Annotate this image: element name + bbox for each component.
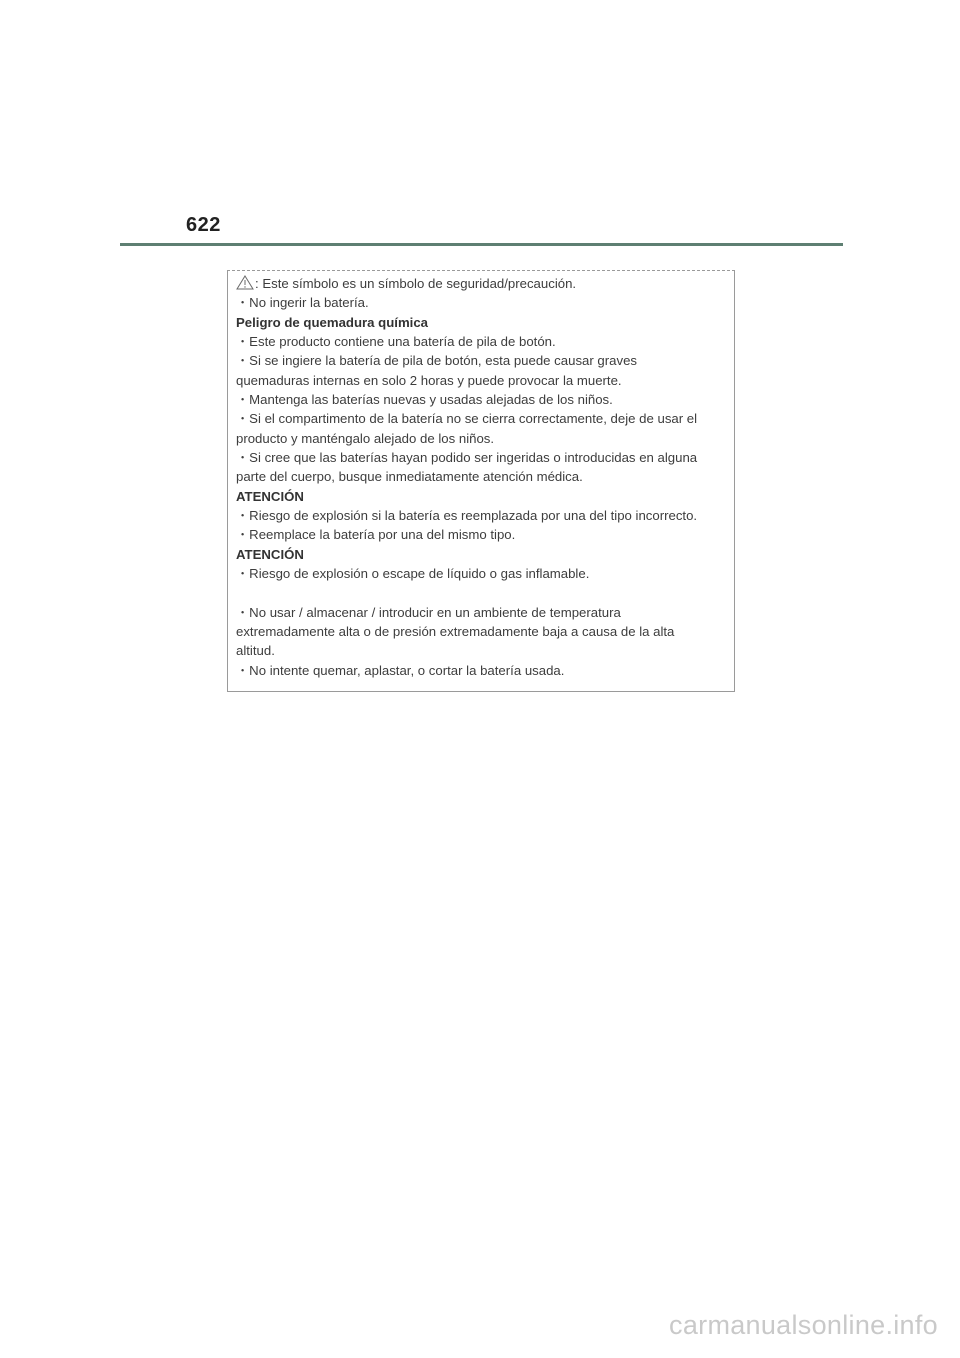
notice-line: ・No intente quemar, aplastar, o cortar la batería usada.	[236, 662, 565, 678]
safety-notice-content	[236, 274, 728, 680]
page-number: 622	[186, 214, 221, 236]
notice-line: ・Mantenga las baterías nuevas y usadas alejadas de los niños.	[236, 392, 613, 408]
header-rule	[120, 243, 843, 246]
warning-triangle-icon	[236, 275, 254, 290]
symbol-note-line	[236, 274, 728, 293]
notice-line: ・Si se ingiere la batería de pila de botón, esta puede causar graves	[236, 353, 638, 369]
notice-line: ・Este producto contiene una batería de pila de botón.	[236, 334, 556, 350]
notice-line: ・Riesgo de explosión o escape de líquido o gas inflamable.	[236, 566, 590, 582]
notice-line: quemaduras internas en solo 2 horas y puede provocar la muerte.	[236, 372, 622, 388]
footer-watermark: carmanualsonline.info	[669, 1310, 938, 1340]
notice-line: parte del cuerpo, busque inmediatamente atención médica.	[236, 469, 583, 485]
attention-heading: ATENCIÓN	[236, 488, 304, 504]
notice-line: altitud.	[236, 643, 275, 659]
symbol-note-text: : Este símbolo es un símbolo de seguridad/precaución.	[255, 276, 577, 291]
notice-line: producto y manténgalo alejado de los niños.	[236, 430, 495, 446]
notice-line: ・No usar / almacenar / introducir en un ambiente de temperatura	[236, 604, 621, 620]
notice-line: ・No ingerir la batería.	[236, 295, 369, 311]
safety-notice-box	[227, 270, 735, 692]
chemical-burn-heading: Peligro de quemadura química	[236, 314, 428, 330]
notice-line: ・Si cree que las baterías hayan podido ser ingeridas o introducidas en alguna	[236, 450, 698, 466]
notice-line: ・Riesgo de explosión si la batería es reemplazada por una del tipo incorrecto.	[236, 508, 698, 524]
notice-line: ・Si el compartimento de la batería no se cierra correctamente, deje de usar el	[236, 411, 698, 427]
notice-line: ・Reemplace la batería por una del mismo tipo.	[236, 527, 516, 543]
notice-line: extremadamente alta o de presión extremadamente baja a causa de la alta	[236, 623, 675, 639]
attention-heading: ATENCIÓN	[236, 546, 304, 562]
paragraph-gap	[236, 584, 728, 603]
